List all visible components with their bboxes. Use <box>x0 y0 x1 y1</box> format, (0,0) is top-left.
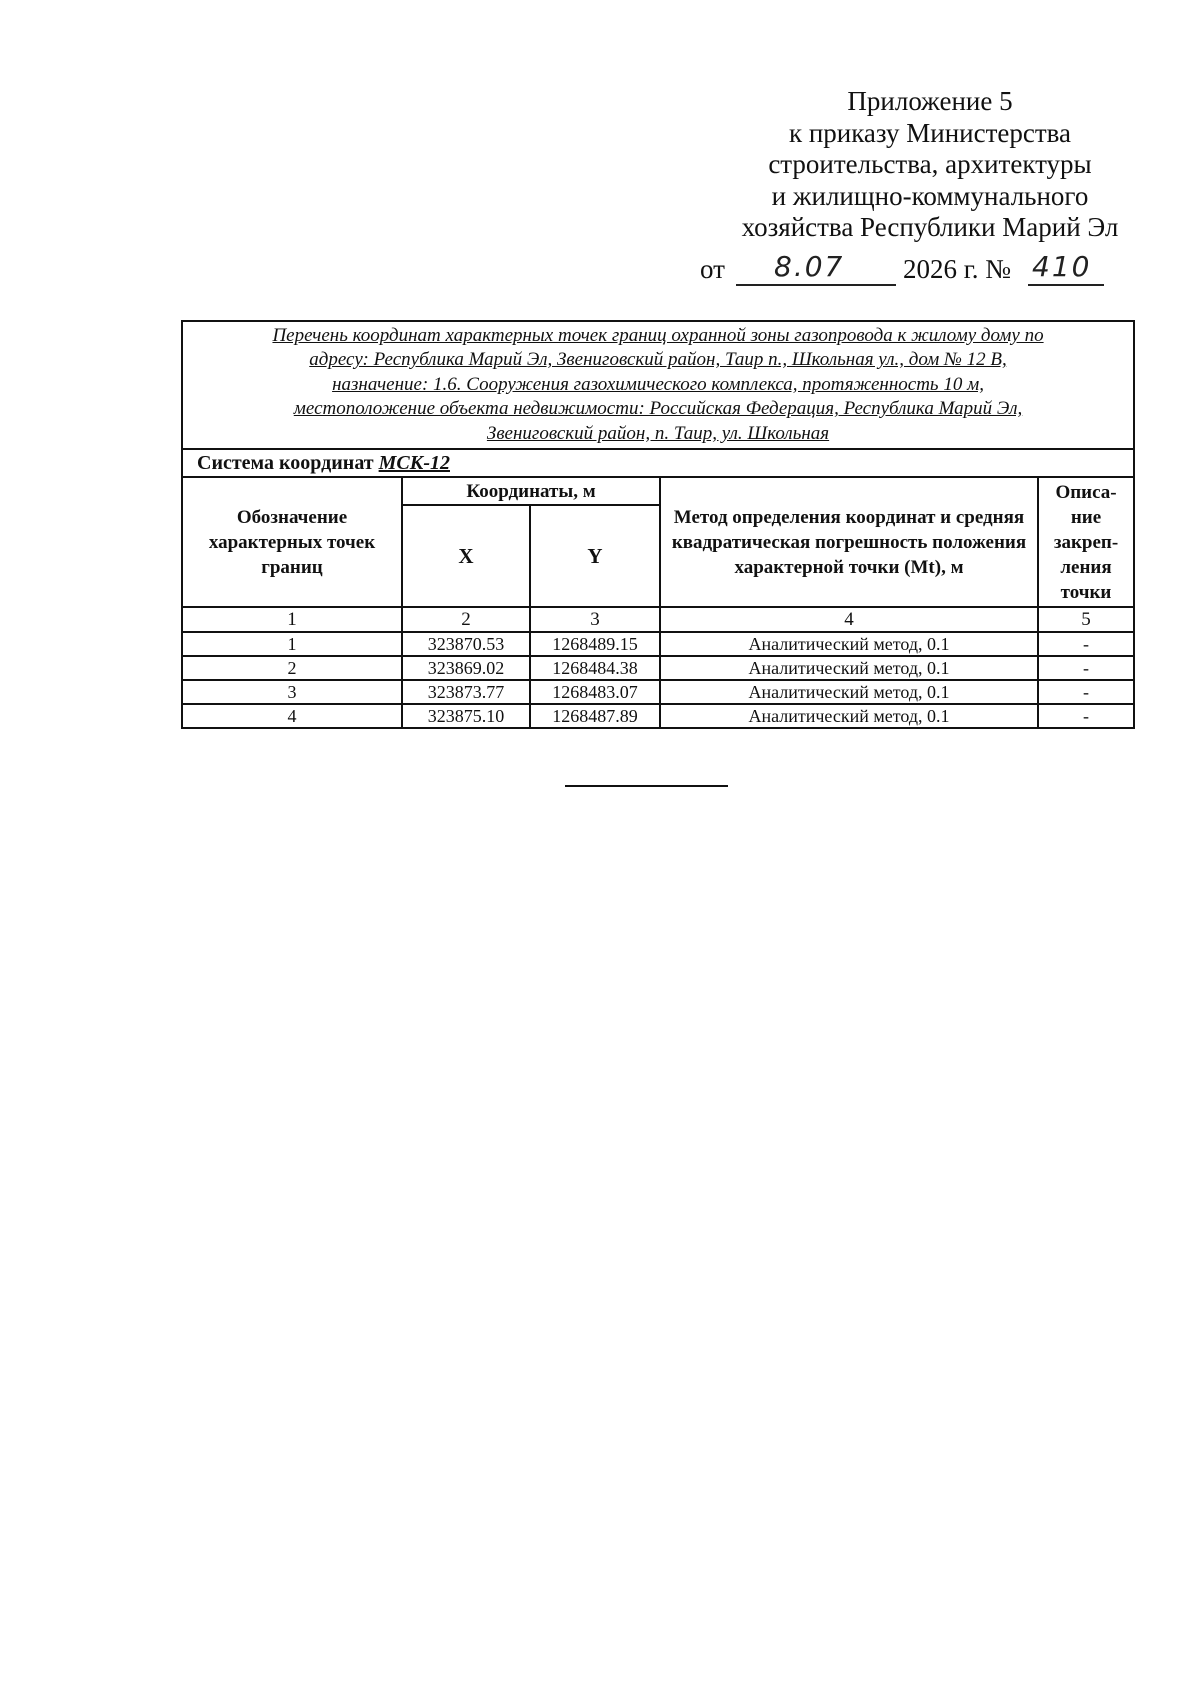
table-caption <box>182 321 1134 449</box>
header-description-line: точки <box>1060 581 1112 603</box>
header-description-line: ние <box>1070 506 1102 528</box>
table-row <box>182 680 1134 704</box>
appendix-ministry-line-3: хозяйства Республики Марий Эл <box>741 212 1119 242</box>
point-method: Аналитический метод, 0.1 <box>660 656 1038 680</box>
appendix-header <box>680 86 1180 244</box>
point-x: 323873.77 <box>402 680 530 704</box>
number-underline <box>1028 284 1104 286</box>
point-x: 323870.53 <box>402 632 530 656</box>
point-description: - <box>1038 632 1134 656</box>
header-coordinates: Координаты, м <box>402 477 660 505</box>
coordinate-system-row <box>182 449 1134 477</box>
header-description <box>1038 477 1134 607</box>
date-from-label: от <box>700 254 725 284</box>
caption-line: адресу: Республика Марий Эл, Звениговский район, Таир п., Школьная ул., дом № 12 В, <box>309 349 1007 371</box>
appendix-ministry-line-1: строительства, архитектуры <box>768 149 1092 179</box>
point-method: Аналитический метод, 0.1 <box>660 704 1038 728</box>
point-description: - <box>1038 656 1134 680</box>
coordinate-system-code: МСК-12 <box>378 451 450 474</box>
header-designation: Обозначение характерных точек границ <box>182 477 402 607</box>
order-date-line <box>700 250 1130 290</box>
column-number: 5 <box>1038 607 1134 632</box>
appendix-order-line: к приказу Министерства <box>788 117 1072 148</box>
appendix-ministry-line-2: и жилищно-коммунального <box>771 180 1089 211</box>
handwritten-order-number: 410 <box>1032 250 1092 283</box>
coordinates-table <box>181 320 1135 729</box>
point-method: Аналитический метод, 0.1 <box>660 680 1038 704</box>
header-description-line: ления <box>1060 556 1112 578</box>
header-method: Метод определения координат и средняя квадратическая погрешность положения характерной точки (Mt), м <box>660 477 1038 607</box>
point-method: Аналитический метод, 0.1 <box>660 632 1038 656</box>
document-end-line <box>565 785 728 787</box>
header-description-line: закреп- <box>1053 531 1119 553</box>
point-number: 3 <box>182 680 402 704</box>
table-row <box>182 704 1134 728</box>
point-number: 2 <box>182 656 402 680</box>
header-description-line: Описа- <box>1055 481 1117 503</box>
caption-line: местоположение объекта недвижимости: Российская Федерация, Республика Марий Эл, <box>293 398 1023 420</box>
point-y: 1268489.15 <box>530 632 660 656</box>
year-and-number-label: 2026 г. № <box>903 254 1012 284</box>
point-number: 4 <box>182 704 402 728</box>
caption-line: Перечень координат характерных точек границ охранной зоны газопровода к жилому дому по <box>272 324 1044 346</box>
point-y: 1268487.89 <box>530 704 660 728</box>
column-number: 4 <box>660 607 1038 632</box>
handwritten-date: 8.07 <box>774 250 845 283</box>
point-y: 1268483.07 <box>530 680 660 704</box>
caption-line: Звениговский район, п. Таир, ул. Школьная <box>486 422 830 444</box>
column-number: 2 <box>402 607 530 632</box>
appendix-title: Приложение 5 <box>847 86 1013 116</box>
point-y: 1268484.38 <box>530 656 660 680</box>
column-number: 1 <box>182 607 402 632</box>
header-y: Y <box>530 505 660 607</box>
point-description: - <box>1038 680 1134 704</box>
point-description: - <box>1038 704 1134 728</box>
point-number: 1 <box>182 632 402 656</box>
table-row <box>182 656 1134 680</box>
header-x: X <box>402 505 530 607</box>
caption-line: назначение: 1.6. Сооружения газохимического комплекса, протяженность 10 м, <box>332 373 984 395</box>
point-x: 323875.10 <box>402 704 530 728</box>
table-row <box>182 632 1134 656</box>
date-underline <box>736 284 896 286</box>
point-x: 323869.02 <box>402 656 530 680</box>
column-number: 3 <box>530 607 660 632</box>
coordinate-system-label: Система координат <box>197 451 374 474</box>
